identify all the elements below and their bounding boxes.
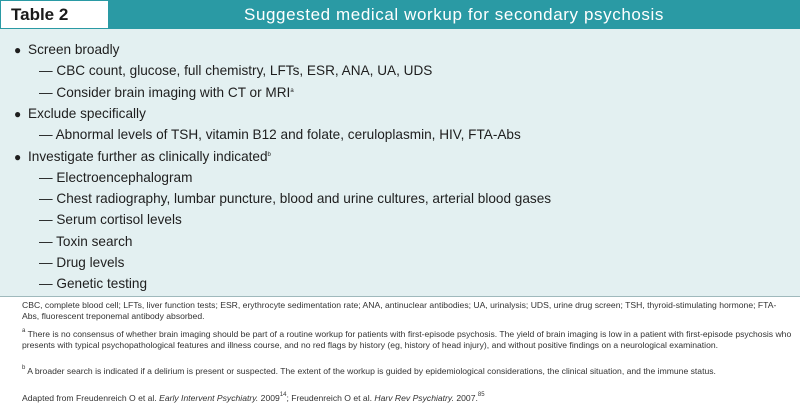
footnote-a bbox=[22, 326, 792, 351]
item-text: — Serum cortisol levels bbox=[39, 212, 182, 228]
source-year-2: 2007. bbox=[453, 393, 478, 403]
table-header bbox=[0, 0, 800, 29]
source-ref-2: 85 bbox=[477, 392, 485, 398]
list-item bbox=[39, 170, 192, 185]
footnote-mark: b bbox=[267, 151, 271, 158]
workup-list bbox=[0, 29, 800, 296]
footnote-b bbox=[22, 363, 792, 377]
source-mid: ; Freudenreich O et al. bbox=[286, 393, 375, 403]
item-text: — CBC count, glucose, full chemistry, LFTs, ESR, ANA, UA, UDS bbox=[39, 63, 433, 79]
source-journal-1: Early Intervent Psychiatry. bbox=[159, 393, 259, 403]
footnote-b-text: A broader search is indicated if a delirium is present or suspected. The extent of the workup is guided by epidemiological considerations, the clinical situation, and the immune status. bbox=[25, 366, 716, 376]
footnote-b-mark: b bbox=[22, 365, 26, 371]
list-item bbox=[39, 255, 124, 270]
list-item bbox=[39, 234, 132, 249]
list-heading bbox=[28, 106, 146, 121]
item-text: Investigate further as clinically indicated bbox=[28, 148, 268, 164]
list-item bbox=[39, 85, 294, 100]
source-year-1: 2009 bbox=[258, 393, 280, 403]
abbreviations-note: CBC, complete blood cell; LFTs, liver function tests; ESR, erythrocyte sedimentation rate; ANA, antinuclear antibodies; UA, urinalysis; UDS, urine drug screen; TSH, thyroid-stimulating hormone; FTA-Abs, fluorescent treponemal antibody absorbed. bbox=[22, 300, 777, 321]
item-text: — Chest radiography, lumbar puncture, blood and urine cultures, arterial blood gases bbox=[39, 191, 552, 207]
item-text: Screen broadly bbox=[28, 42, 120, 57]
bullet-icon: ● bbox=[14, 106, 22, 121]
source-journal-2: Harv Rev Psychiatry. bbox=[374, 393, 454, 403]
bullet-icon: ● bbox=[14, 43, 22, 57]
item-text: — Electroencephalogram bbox=[39, 169, 193, 185]
footnote-mark: a bbox=[290, 87, 294, 94]
item-text: Exclude specifically bbox=[28, 105, 146, 121]
list-heading bbox=[28, 42, 119, 57]
source-ref-1: 14 bbox=[279, 392, 287, 398]
footnote-a-text: There is no consensus of whether brain imaging should be part of a routine workup for patients with first-episode psychosis. The yield of brain imaging is low in a patient with first-episode psychosis who presents with typical psychopathological features and illness course, and no red flags by history (eg, history of head injury), and without positive findings on a neurological examination. bbox=[22, 329, 792, 350]
source-prefix: Adapted from Freudenreich O et al. bbox=[22, 393, 160, 403]
item-text: — Drug levels bbox=[39, 255, 125, 270]
list-item bbox=[39, 63, 432, 78]
item-text: — Genetic testing bbox=[39, 276, 148, 292]
list-heading bbox=[28, 149, 271, 164]
table-label: Table 2 bbox=[0, 0, 108, 29]
item-text: — Toxin search bbox=[39, 233, 133, 249]
list-item bbox=[39, 212, 182, 227]
footnote-a-mark: a bbox=[22, 328, 26, 334]
bullet-icon: ● bbox=[14, 149, 22, 164]
source-citation bbox=[22, 390, 792, 404]
list-item bbox=[39, 127, 521, 142]
list-item bbox=[39, 276, 147, 291]
list-item bbox=[39, 191, 551, 206]
item-text: — Abnormal levels of TSH, vitamin B12 and folate, ceruloplasmin, HIV, FTA-Abs bbox=[39, 127, 521, 143]
divider bbox=[0, 296, 800, 297]
table-title: Suggested medical workup for secondary psychosis bbox=[108, 0, 800, 29]
item-text: — Consider brain imaging with CT or MRI bbox=[39, 84, 291, 100]
